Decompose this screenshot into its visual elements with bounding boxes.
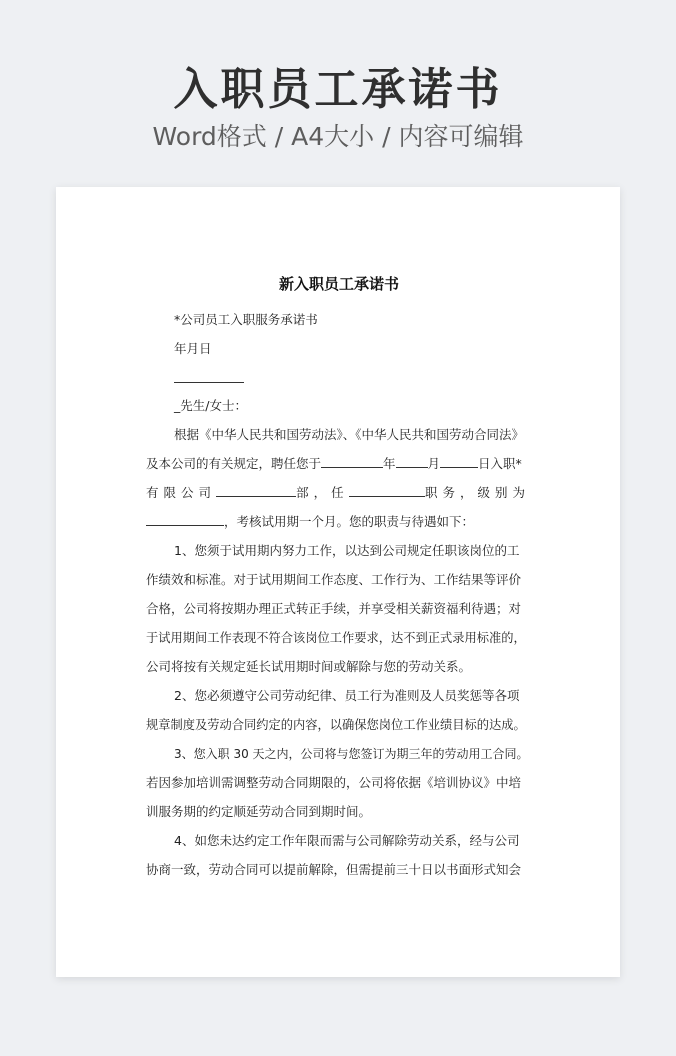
month-blank — [396, 455, 428, 468]
company-commitment-line: *公司员工入职服务承诺书 — [174, 312, 318, 327]
text-segment: 月 — [427, 456, 441, 471]
paragraph-4-line-1: 3、您入职 30 天之内，公司将与您签订为期三年的劳动用工合同。 — [174, 747, 529, 761]
paragraph-3-line-1: 2、您必须遵守公司劳动纪律、员工行为准则及人员奖惩等各项 — [174, 688, 520, 703]
paragraph-1-line-2 — [146, 455, 522, 473]
paragraph-2-line-2: 作绩效和标准。对于试用期间工作态度、工作行为、工作结果等评价 — [146, 572, 522, 587]
name-blank-line — [174, 382, 244, 383]
paragraph-4-line-3: 训服务期的约定顺延劳动合同到期时间。 — [146, 804, 372, 819]
paragraph-2-line-1: 1、您须于试用期内努力工作，以达到公司规定任职该岗位的工 — [174, 543, 520, 558]
salutation-line: _先生/女士： — [174, 398, 247, 413]
text-segment: 职务，级别为 — [424, 485, 530, 500]
paragraph-1-line-1: 根据《中华人民共和国劳动法》、《中华人民共和国劳动合同法》 — [174, 427, 525, 442]
text-segment: 有限公司 — [146, 485, 217, 500]
text-segment: 及本公司的有关规定，聘任您于 — [146, 456, 322, 471]
paragraph-1-line-4 — [146, 513, 474, 531]
document-title: 新入职员工承诺书 — [278, 275, 399, 293]
day-blank — [321, 455, 383, 468]
document-page — [56, 187, 620, 977]
date-line: 年月日 — [174, 341, 212, 356]
paragraph-1-line-3 — [146, 484, 530, 502]
text-segment: 日入职* — [478, 456, 522, 471]
department-blank — [216, 484, 296, 497]
paragraph-2-line-5: 公司将按有关规定延长试用期时间或解除与您的劳动关系。 — [146, 659, 472, 674]
banner-subtitle: Word格式 / A4大小 / 内容可编辑 — [152, 122, 524, 151]
paragraph-5-line-2: 协商一致，劳动合同可以提前解除，但需提前三十日以书面形式知会 — [146, 862, 522, 877]
position-blank — [349, 484, 425, 497]
paragraph-2-line-3: 合格，公司将按期办理正式转正手续，并享受相关薪资福利待遇；对 — [146, 601, 522, 616]
paragraph-4-line-2: 若因参加培训需调整劳动合同期限的，公司将依据《培训协议》中培 — [146, 775, 522, 790]
text-segment: 部，任 — [296, 485, 349, 500]
date-blank — [440, 455, 478, 468]
text-segment: 年 — [383, 456, 396, 471]
text-segment: ，考核试用期一个月。您的职责与待遇如下： — [224, 514, 475, 529]
paragraph-2-line-4: 于试用期间工作表现不符合该岗位工作要求，达不到正式录用标准的， — [146, 631, 526, 645]
level-blank — [146, 513, 224, 526]
paragraph-5-line-1: 4、如您未达约定工作年限而需与公司解除劳动关系，经与公司 — [174, 833, 520, 848]
banner-title: 入职员工承诺书 — [173, 64, 503, 115]
paragraph-3-line-2: 规章制度及劳动合同约定的内容，以确保您岗位工作业绩目标的达成。 — [146, 718, 526, 732]
